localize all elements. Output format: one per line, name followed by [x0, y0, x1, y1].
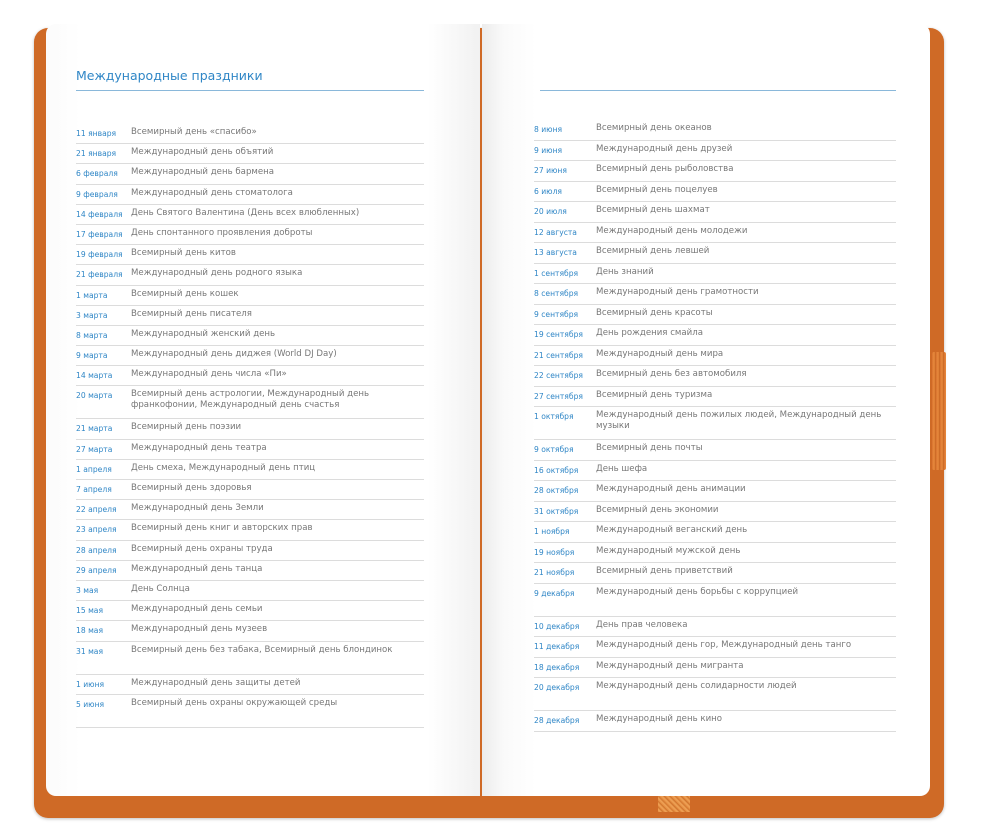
holiday-date: 22 апреля: [76, 505, 117, 515]
holiday-name: Всемирный день здоровья: [131, 483, 252, 493]
holiday-name: Всемирный день писателя: [131, 308, 252, 319]
holiday-date: 1 ноября: [534, 527, 570, 536]
holiday-name: Международный день мигранта: [596, 660, 744, 671]
holiday-row: [76, 581, 424, 601]
holiday-date: 27 сентября: [534, 391, 583, 401]
holiday-row: [76, 460, 424, 480]
holiday-name: Международный день родного языка: [131, 268, 303, 279]
holiday-name: Международный день гор, Международный день танго: [596, 640, 852, 650]
holiday-date: 8 сентября: [534, 289, 579, 298]
holiday-row: [534, 387, 896, 408]
holiday-row: [76, 265, 424, 285]
holiday-date: 7 апреля: [76, 485, 112, 494]
holiday-name: Международный день числа «Пи»: [131, 369, 287, 380]
holiday-date: 21 марта: [76, 424, 113, 434]
holiday-row: [76, 601, 424, 621]
holiday-list-left: [76, 124, 424, 728]
holiday-name: Международный день грамотности: [596, 287, 759, 297]
holiday-row: [534, 711, 896, 732]
holiday-row: [76, 164, 424, 184]
holiday-date: 21 сентября: [534, 350, 583, 360]
holiday-name: Международный мужской день: [596, 545, 741, 556]
holiday-date: 6 февраля: [76, 169, 118, 179]
holiday-name: Всемирный день поцелуев: [596, 184, 718, 195]
holiday-row: [534, 161, 896, 182]
title-rule: [540, 90, 896, 91]
holiday-row: [76, 124, 424, 144]
holiday-name: Всемирный день шахмат: [596, 205, 710, 215]
holiday-name: День рождения смайла: [596, 328, 704, 338]
holiday-date: 20 июля: [534, 207, 567, 216]
holiday-row: [534, 543, 896, 564]
holiday-row: [534, 617, 896, 638]
holiday-date: 18 мая: [76, 626, 104, 636]
holiday-name: Международный день друзей: [596, 143, 733, 154]
holiday-date: 21 февраля: [76, 270, 123, 280]
holiday-row: [76, 306, 424, 326]
holiday-name: Всемирный день рыболовства: [596, 164, 734, 174]
holiday-date: 16 октября: [534, 465, 579, 475]
holiday-date: 31 мая: [76, 646, 104, 656]
left-page: [46, 24, 480, 796]
holiday-row: [534, 461, 896, 482]
holiday-name: Всемирный день океанов: [596, 123, 712, 133]
holiday-date: 19 сентября: [534, 330, 583, 339]
holiday-name: Международный день бармена: [131, 167, 275, 178]
holiday-name: Международный день солидарности людей: [596, 681, 797, 691]
holiday-date: 9 октября: [534, 445, 574, 454]
holiday-row: [534, 584, 896, 617]
holiday-date: 9 февраля: [76, 189, 118, 199]
holiday-name: Всемирный день без табака, Всемирный день блондинок: [131, 644, 393, 655]
holiday-row: [534, 243, 896, 264]
holiday-name: Всемирный день астрологии, Международный день франкофонии, Международный день счастья: [131, 389, 370, 411]
holiday-name: Международный день танца: [131, 563, 263, 574]
holiday-date: 28 декабря: [534, 716, 580, 725]
holiday-name: Всемирный день китов: [131, 248, 236, 259]
holiday-row: [534, 407, 896, 440]
holiday-date: 1 сентября: [534, 268, 579, 278]
holiday-row: [534, 346, 896, 367]
holiday-date: 23 апреля: [76, 525, 117, 535]
holiday-date: 27 марта: [76, 444, 113, 454]
holiday-row: [534, 182, 896, 203]
holiday-row: [76, 541, 424, 561]
holiday-name: День Солнца: [131, 583, 190, 594]
holiday-row: [534, 658, 896, 679]
holiday-name: День смеха, Международный день птиц: [131, 462, 316, 473]
holiday-row: [76, 144, 424, 164]
holiday-name: Международный день объятий: [131, 147, 274, 158]
holiday-row: [534, 202, 896, 223]
holiday-date: 9 июня: [534, 145, 563, 155]
holiday-name: Международный день Земли: [131, 503, 264, 514]
holiday-date: 3 марта: [76, 310, 108, 320]
holiday-row: [534, 284, 896, 305]
holiday-name: День прав человека: [596, 619, 688, 630]
holiday-date: 14 марта: [76, 371, 113, 381]
holiday-row: [76, 225, 424, 245]
holiday-name: Международный день защиты детей: [131, 677, 301, 688]
holiday-row: [76, 621, 424, 641]
holiday-date: 10 декабря: [534, 621, 580, 631]
holiday-name: Всемирный день поэзии: [131, 422, 242, 433]
holiday-row: [534, 264, 896, 285]
holiday-date: 8 июня: [534, 125, 563, 134]
holiday-name: Международный день семьи: [131, 604, 263, 615]
holiday-date: 20 марта: [76, 391, 113, 401]
holiday-row: [76, 185, 424, 205]
holiday-date: 20 декабря: [534, 683, 580, 692]
holiday-name: Всемирный день кошек: [131, 288, 239, 299]
holiday-date: 6 июля: [534, 186, 562, 196]
holiday-row: [534, 325, 896, 346]
holiday-row: [534, 366, 896, 387]
holiday-name: Международный день театра: [131, 442, 267, 453]
holiday-date: 21 ноября: [534, 568, 575, 577]
holiday-date: 1 июня: [76, 679, 105, 689]
holiday-date: 22 сентября: [534, 371, 583, 380]
holiday-row: [534, 305, 896, 326]
holiday-row: [76, 480, 424, 500]
holiday-name: Всемирный день левшей: [596, 246, 710, 256]
holiday-date: 15 мая: [76, 606, 104, 616]
holiday-row: [76, 205, 424, 225]
holiday-row: [76, 286, 424, 306]
holiday-date: 19 февраля: [76, 250, 123, 260]
holiday-name: Международный день молодежи: [596, 225, 748, 236]
holiday-row: [76, 419, 424, 439]
holiday-name: Всемирный день книг и авторских прав: [131, 523, 313, 534]
holiday-row: [76, 326, 424, 346]
holiday-row: [534, 522, 896, 543]
holiday-name: Всемирный день туризма: [596, 389, 713, 400]
holiday-date: 11 декабря: [534, 642, 580, 651]
holiday-name: Всемирный день «спасибо»: [131, 127, 257, 137]
holiday-name: День Святого Валентина (День всех влюбленных): [131, 207, 360, 218]
holiday-row: [534, 678, 896, 711]
holiday-date: 12 августа: [534, 227, 577, 237]
holiday-list-right: [534, 120, 896, 732]
holiday-row: [76, 561, 424, 581]
holiday-date: 28 апреля: [76, 545, 117, 555]
holiday-name: Всемирный день красоты: [596, 307, 713, 318]
title-rule: [76, 90, 424, 91]
holiday-name: Международный день стоматолога: [131, 187, 293, 198]
holiday-row: [76, 695, 424, 728]
holiday-date: 9 декабря: [534, 588, 575, 598]
holiday-name: Международный веганский день: [596, 525, 748, 535]
holiday-date: 18 декабря: [534, 662, 580, 672]
holiday-row: [76, 675, 424, 695]
holiday-name: Международный женский день: [131, 328, 276, 339]
holiday-name: Международный день мира: [596, 348, 724, 359]
holiday-row: [76, 500, 424, 520]
holiday-row: [534, 481, 896, 502]
holiday-row: [76, 642, 424, 675]
holiday-date: 11 января: [76, 129, 117, 138]
holiday-name: День спонтанного проявления доброты: [131, 227, 313, 238]
holiday-date: 1 марта: [76, 290, 108, 300]
holiday-date: 28 октября: [534, 486, 579, 495]
holiday-name: Международный день анимации: [596, 484, 746, 494]
holiday-date: 9 сентября: [534, 309, 579, 319]
holiday-date: 8 марта: [76, 330, 108, 340]
holiday-name: Международный день пожилых людей, Международный день музыки: [596, 410, 882, 431]
holiday-name: Международный день кино: [596, 714, 723, 724]
holiday-name: Всемирный день почты: [596, 443, 703, 453]
holiday-date: 13 августа: [534, 248, 577, 257]
holiday-row: [76, 366, 424, 386]
holiday-row: [534, 141, 896, 162]
holiday-name: Международный день борьбы с коррупцией: [596, 586, 799, 597]
holiday-name: Всемирный день приветствий: [596, 566, 733, 576]
holiday-row: [76, 346, 424, 366]
holiday-row: [76, 386, 424, 419]
holiday-row: [534, 120, 896, 141]
holiday-name: Всемирный день охраны окружающей среды: [131, 697, 338, 708]
holiday-name: Всемирный день экономии: [596, 504, 719, 515]
holiday-date: 3 мая: [76, 585, 99, 595]
holiday-name: Международный день музеев: [131, 624, 268, 635]
holiday-row: [534, 440, 896, 461]
holiday-date: 1 октября: [534, 412, 574, 421]
holiday-row: [76, 520, 424, 540]
holiday-row: [76, 245, 424, 265]
holiday-row: [76, 440, 424, 460]
holiday-name: День знаний: [596, 266, 654, 277]
elastic-band: [932, 352, 946, 470]
holiday-row: [534, 223, 896, 244]
holiday-date: 9 марта: [76, 351, 108, 361]
holiday-row: [534, 637, 896, 658]
page-title: Международные праздники: [76, 68, 263, 83]
holiday-name: Всемирный день охраны труда: [131, 543, 273, 554]
holiday-name: Международный день диджея (World DJ Day): [131, 349, 337, 360]
holiday-date: 17 февраля: [76, 229, 123, 239]
holiday-name: День шефа: [596, 463, 648, 474]
holiday-date: 1 апреля: [76, 464, 112, 474]
holiday-date: 31 октября: [534, 506, 579, 516]
holiday-date: 19 ноября: [534, 547, 575, 557]
right-page: [482, 24, 930, 796]
holiday-date: 14 февраля: [76, 209, 123, 219]
holiday-date: 29 апреля: [76, 565, 117, 575]
holiday-row: [534, 563, 896, 584]
holiday-date: 21 января: [76, 149, 117, 159]
holiday-row: [534, 502, 896, 523]
holiday-date: 27 июня: [534, 166, 567, 175]
holiday-name: Всемирный день без автомобиля: [596, 369, 747, 379]
holiday-date: 5 июня: [76, 699, 105, 709]
